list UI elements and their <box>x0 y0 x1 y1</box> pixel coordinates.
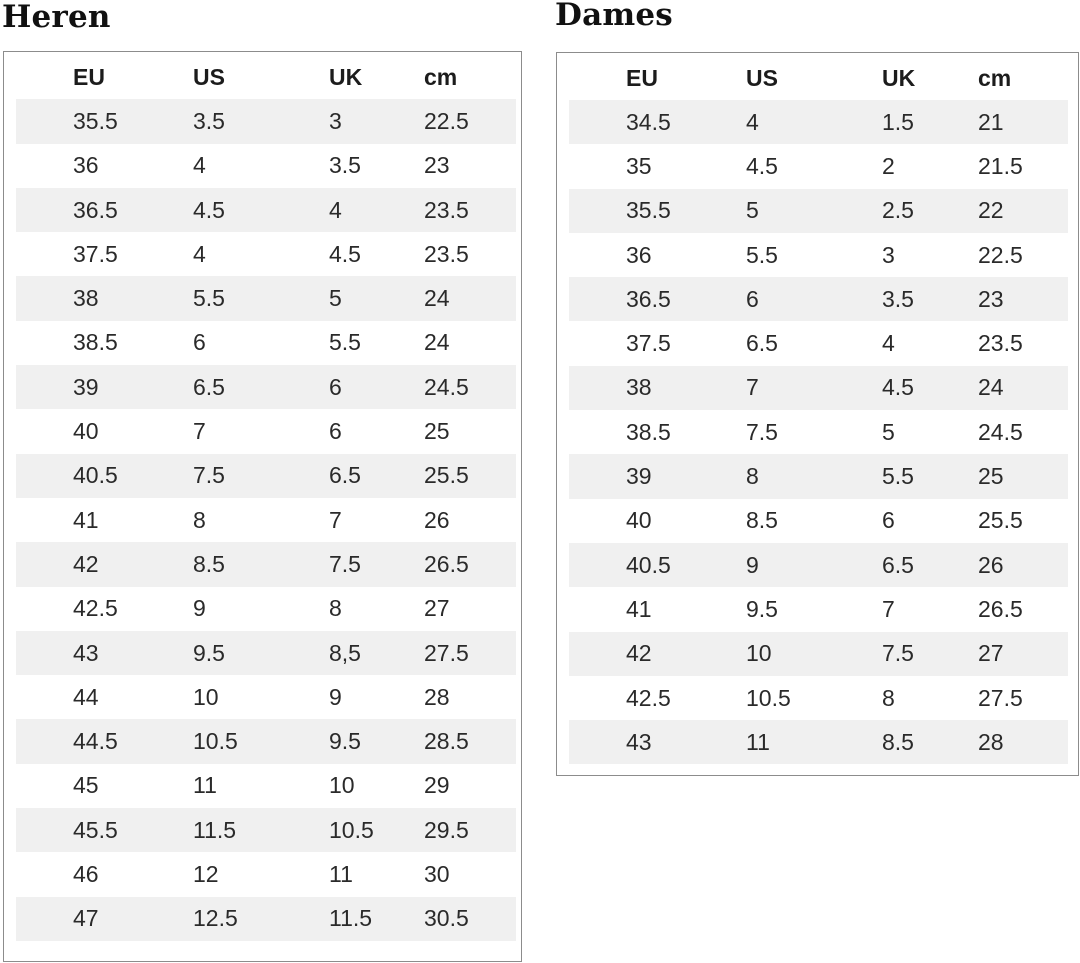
size-cm-cell: 21 <box>921 100 1068 144</box>
size-uk-cell: 7.5 <box>272 542 367 586</box>
size-cm-cell: 25.5 <box>367 454 516 498</box>
table-row <box>16 897 516 941</box>
size-eu-cell: 36 <box>16 144 136 188</box>
table-row <box>16 365 516 409</box>
size-cm-cell: 21.5 <box>921 144 1068 188</box>
size-us-cell: 10 <box>689 632 825 676</box>
size-cm-cell: 22.5 <box>367 99 516 143</box>
size-us-cell: 11 <box>689 720 825 764</box>
size-uk-cell: 7 <box>825 587 921 631</box>
size-uk-cell: 5.5 <box>272 321 367 365</box>
size-uk-cell: 6 <box>272 365 367 409</box>
table-row <box>569 277 1068 321</box>
size-cm-cell: 26.5 <box>367 542 516 586</box>
size-eu-cell: 39 <box>16 365 136 409</box>
size-cm-cell: 28.5 <box>367 719 516 763</box>
size-cm-cell: 24 <box>367 321 516 365</box>
size-uk-cell: 6.5 <box>272 454 367 498</box>
size-eu-cell: 41 <box>569 587 689 631</box>
size-uk-cell: 2.5 <box>825 189 921 233</box>
size-uk-cell: 11 <box>272 852 367 896</box>
size-us-cell: 4 <box>136 144 272 188</box>
table-row <box>569 144 1068 188</box>
size-uk-cell: 5 <box>825 410 921 454</box>
size-cm-cell: 25 <box>367 409 516 453</box>
size-eu-cell: 44 <box>16 675 136 719</box>
size-uk-cell: 3 <box>272 99 367 143</box>
heren-size-table <box>16 55 516 941</box>
size-cm-cell: 27.5 <box>921 676 1068 720</box>
size-cm-cell: 26 <box>367 498 516 542</box>
size-cm-cell: 24.5 <box>921 410 1068 454</box>
size-uk-cell: 5 <box>272 276 367 320</box>
size-uk-cell: 9.5 <box>272 719 367 763</box>
size-us-cell: 11.5 <box>136 808 272 852</box>
size-us-cell: 5 <box>689 189 825 233</box>
heren-title: Heren <box>2 0 111 35</box>
size-eu-cell: 43 <box>569 720 689 764</box>
size-us-cell: 4 <box>689 100 825 144</box>
size-eu-cell: 42 <box>16 542 136 586</box>
table-row <box>569 366 1068 410</box>
size-us-cell: 11 <box>136 764 272 808</box>
table-row <box>16 764 516 808</box>
table-row <box>16 232 516 276</box>
size-cm-cell: 28 <box>921 720 1068 764</box>
table-row <box>16 321 516 365</box>
size-cm-cell: 27 <box>367 587 516 631</box>
size-eu-cell: 42.5 <box>16 587 136 631</box>
size-us-cell: 10.5 <box>136 719 272 763</box>
size-cm-cell: 30.5 <box>367 897 516 941</box>
size-uk-cell: 3.5 <box>272 144 367 188</box>
size-eu-cell: 47 <box>16 897 136 941</box>
size-us-cell: 5.5 <box>136 276 272 320</box>
size-eu-cell: 45.5 <box>16 808 136 852</box>
size-cm-cell: 24 <box>921 366 1068 410</box>
size-us-cell: 10.5 <box>689 676 825 720</box>
size-uk-cell: 4 <box>272 188 367 232</box>
size-cm-cell: 26 <box>921 543 1068 587</box>
table-row <box>16 719 516 763</box>
size-eu-cell: 35 <box>569 144 689 188</box>
size-cm-cell: 28 <box>367 675 516 719</box>
size-eu-cell: 36 <box>569 233 689 277</box>
size-uk-cell: 8,5 <box>272 631 367 675</box>
size-uk-cell: 8 <box>825 676 921 720</box>
size-eu-cell: 37.5 <box>569 321 689 365</box>
size-us-cell: 4 <box>136 232 272 276</box>
size-uk-cell: 9 <box>272 675 367 719</box>
table-row <box>569 100 1068 144</box>
size-cm-cell: 24 <box>367 276 516 320</box>
size-us-cell: 3.5 <box>136 99 272 143</box>
size-us-cell: 4.5 <box>689 144 825 188</box>
size-eu-cell: 41 <box>16 498 136 542</box>
size-eu-cell: 42 <box>569 632 689 676</box>
table-row <box>16 188 516 232</box>
size-us-cell: 4.5 <box>136 188 272 232</box>
size-eu-cell: 38.5 <box>569 410 689 454</box>
size-uk-cell: 6 <box>825 499 921 543</box>
table-row <box>16 852 516 896</box>
table-row <box>569 321 1068 365</box>
column-header-uk: UK <box>882 64 916 91</box>
table-row <box>569 676 1068 720</box>
table-row <box>16 144 516 188</box>
size-cm-cell: 22.5 <box>921 233 1068 277</box>
size-cm-cell: 23.5 <box>367 232 516 276</box>
size-us-cell: 6.5 <box>689 321 825 365</box>
size-eu-cell: 43 <box>16 631 136 675</box>
size-cm-cell: 27 <box>921 632 1068 676</box>
size-us-cell: 9.5 <box>689 587 825 631</box>
table-header-row <box>16 55 516 99</box>
size-cm-cell: 26.5 <box>921 587 1068 631</box>
table-row <box>569 189 1068 233</box>
heren-size-chart <box>3 51 522 962</box>
column-header-us: US <box>746 64 778 91</box>
size-us-cell: 10 <box>136 675 272 719</box>
table-row <box>569 632 1068 676</box>
size-us-cell: 5.5 <box>689 233 825 277</box>
table-row <box>569 454 1068 498</box>
size-eu-cell: 40 <box>569 499 689 543</box>
column-header-eu: EU <box>626 64 658 91</box>
size-uk-cell: 6.5 <box>825 543 921 587</box>
size-uk-cell: 11.5 <box>272 897 367 941</box>
size-cm-cell: 25.5 <box>921 499 1068 543</box>
size-uk-cell: 7.5 <box>825 632 921 676</box>
size-eu-cell: 38.5 <box>16 321 136 365</box>
size-us-cell: 7 <box>136 409 272 453</box>
table-row <box>16 276 516 320</box>
size-eu-cell: 35.5 <box>16 99 136 143</box>
column-header-uk: UK <box>329 63 363 90</box>
size-us-cell: 12.5 <box>136 897 272 941</box>
size-eu-cell: 40.5 <box>569 543 689 587</box>
size-us-cell: 7 <box>689 366 825 410</box>
size-us-cell: 8.5 <box>136 542 272 586</box>
column-header-cm: cm <box>424 63 458 90</box>
size-eu-cell: 36.5 <box>569 277 689 321</box>
size-us-cell: 8 <box>136 498 272 542</box>
size-us-cell: 6.5 <box>136 365 272 409</box>
size-cm-cell: 29.5 <box>367 808 516 852</box>
size-us-cell: 9 <box>136 587 272 631</box>
size-us-cell: 8 <box>689 454 825 498</box>
size-eu-cell: 44.5 <box>16 719 136 763</box>
size-uk-cell: 1.5 <box>825 100 921 144</box>
table-row <box>569 410 1068 454</box>
table-row <box>16 498 516 542</box>
size-eu-cell: 37.5 <box>16 232 136 276</box>
table-header-row <box>569 56 1068 100</box>
size-uk-cell: 4.5 <box>825 366 921 410</box>
size-cm-cell: 24.5 <box>367 365 516 409</box>
size-us-cell: 6 <box>689 277 825 321</box>
size-eu-cell: 38 <box>569 366 689 410</box>
table-row <box>569 587 1068 631</box>
table-row <box>16 454 516 498</box>
table-row <box>569 499 1068 543</box>
size-uk-cell: 8 <box>272 587 367 631</box>
table-row <box>16 587 516 631</box>
table-row <box>569 233 1068 277</box>
size-eu-cell: 42.5 <box>569 676 689 720</box>
dames-size-chart <box>556 52 1079 776</box>
size-uk-cell: 10.5 <box>272 808 367 852</box>
dames-size-table <box>569 56 1068 764</box>
size-eu-cell: 36.5 <box>16 188 136 232</box>
size-uk-cell: 3 <box>825 233 921 277</box>
table-row <box>16 409 516 453</box>
size-uk-cell: 2 <box>825 144 921 188</box>
size-eu-cell: 34.5 <box>569 100 689 144</box>
size-us-cell: 9 <box>689 543 825 587</box>
table-row <box>569 543 1068 587</box>
table-row <box>16 675 516 719</box>
size-cm-cell: 25 <box>921 454 1068 498</box>
size-cm-cell: 30 <box>367 852 516 896</box>
size-us-cell: 7.5 <box>689 410 825 454</box>
table-row <box>16 542 516 586</box>
size-us-cell: 9.5 <box>136 631 272 675</box>
size-uk-cell: 4.5 <box>272 232 367 276</box>
size-eu-cell: 39 <box>569 454 689 498</box>
size-uk-cell: 5.5 <box>825 454 921 498</box>
size-uk-cell: 8.5 <box>825 720 921 764</box>
size-cm-cell: 22 <box>921 189 1068 233</box>
column-header-us: US <box>193 63 225 90</box>
size-us-cell: 12 <box>136 852 272 896</box>
size-eu-cell: 40 <box>16 409 136 453</box>
table-row <box>569 720 1068 764</box>
size-eu-cell: 46 <box>16 852 136 896</box>
size-us-cell: 7.5 <box>136 454 272 498</box>
size-cm-cell: 27.5 <box>367 631 516 675</box>
size-eu-cell: 35.5 <box>569 189 689 233</box>
size-uk-cell: 10 <box>272 764 367 808</box>
table-row <box>16 808 516 852</box>
size-cm-cell: 23 <box>921 277 1068 321</box>
size-cm-cell: 23.5 <box>921 321 1068 365</box>
size-cm-cell: 23.5 <box>367 188 516 232</box>
size-eu-cell: 45 <box>16 764 136 808</box>
column-header-eu: EU <box>73 63 105 90</box>
size-eu-cell: 38 <box>16 276 136 320</box>
size-uk-cell: 4 <box>825 321 921 365</box>
dames-title: Dames <box>555 0 673 33</box>
table-row <box>16 631 516 675</box>
size-cm-cell: 29 <box>367 764 516 808</box>
size-cm-cell: 23 <box>367 144 516 188</box>
size-uk-cell: 7 <box>272 498 367 542</box>
size-uk-cell: 3.5 <box>825 277 921 321</box>
size-us-cell: 6 <box>136 321 272 365</box>
column-header-cm: cm <box>978 64 1012 91</box>
size-us-cell: 8.5 <box>689 499 825 543</box>
size-eu-cell: 40.5 <box>16 454 136 498</box>
size-uk-cell: 6 <box>272 409 367 453</box>
table-row <box>16 99 516 143</box>
